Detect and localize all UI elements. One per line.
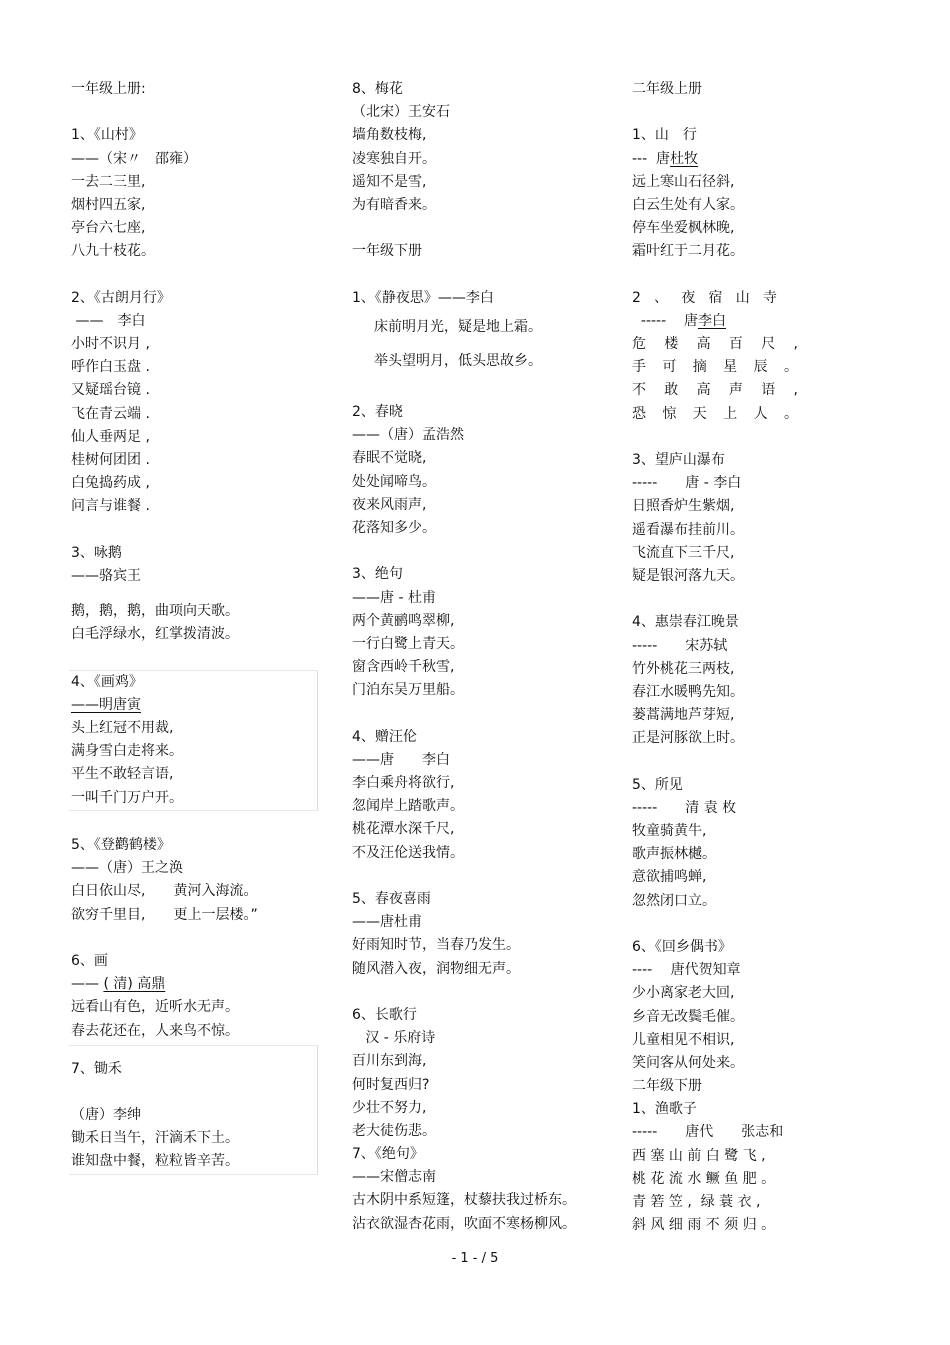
poem-line: 牧童骑黄牛,: [632, 823, 707, 839]
poem-title: 2、春晓: [352, 404, 403, 421]
poem-line: [632, 379, 798, 402]
column-1: [71, 78, 318, 1175]
poem-author: ——（唐）孟浩然: [352, 427, 464, 444]
poem-char: 声: [728, 382, 743, 399]
poem-author: ——唐 - 杜甫: [352, 589, 436, 606]
poem-title: [632, 287, 777, 310]
author-prefix: --- 唐: [632, 150, 671, 167]
poem-line: 门泊东吴万里船。: [352, 682, 464, 699]
poem-author: ——唐 李白: [352, 751, 450, 768]
poem-line: 欲穷千里目, 更上一层楼。”: [71, 906, 258, 923]
poem-char: 楼: [664, 336, 679, 353]
poem-title: 6、长歌行: [352, 1006, 417, 1023]
poem-author: ---- 唐代贺知章: [632, 962, 741, 979]
poem-title: 4、《画鸡》: [71, 673, 143, 690]
poem-char: 不: [632, 382, 646, 399]
poem-yugezi: [632, 1098, 798, 1237]
poem-line: 远看山有色，近听水无声。: [71, 999, 239, 1016]
section-heading: 二年级上册: [632, 81, 702, 97]
poem-title: 1、《山村》: [71, 127, 143, 144]
poem-author: ——唐杜甫: [352, 914, 422, 931]
poem-title: 5、《登鹳鹤楼》: [71, 837, 171, 853]
poem-zengwanglun: [352, 726, 576, 865]
poem-char: 高: [696, 382, 711, 399]
poem-line: 春去花还在，人来鸟不惊。: [71, 1022, 239, 1039]
poem-line: 凌寒独自开。: [352, 150, 436, 167]
poem-author: 李白: [697, 312, 726, 329]
title-char: 山: [735, 289, 750, 306]
poem-line: [632, 356, 798, 379]
poem-line: 呼作白玉盘 .: [71, 359, 150, 376]
poem-line: 问言与谁餐 .: [71, 498, 150, 515]
poem-char: 高: [696, 336, 711, 353]
poem-title: 8、梅花: [352, 81, 403, 97]
poem-line: 忽闻岸上踏歌声。: [352, 798, 464, 815]
poem-title: 1、渔歌子: [632, 1101, 697, 1118]
poem-line: 八九十枝花。: [71, 243, 155, 260]
poem-title: 6、《回乡偶书》: [632, 938, 732, 955]
poem-line: 仙人垂两足 ,: [71, 428, 150, 445]
poem-char: ,: [793, 336, 798, 353]
poem-author: ——骆宾王: [71, 567, 141, 584]
poem-line: 满身雪白走将来。: [71, 743, 183, 760]
poem-author: ——宋僧志南: [352, 1169, 436, 1186]
poem-yesushansi: [632, 287, 798, 426]
title-char: 寺: [762, 289, 777, 306]
poem-line: 平生不敢轻言语,: [71, 766, 174, 783]
poem-line: 春眠不觉晓,: [352, 450, 427, 467]
poem-line: 笑问客从何处来。: [632, 1054, 744, 1071]
poem-line: 床前明月光，疑是地上霜。: [374, 318, 542, 335]
poem-line: 亭台六七座,: [71, 220, 146, 237]
poem-line: 少小离家老大回,: [632, 985, 735, 1002]
column-2: [352, 78, 576, 1236]
poem-author: —— 李白: [71, 312, 146, 329]
poem-wanglushanpubu: [632, 449, 798, 588]
poem-shanxing: [632, 124, 798, 263]
title-char: 、: [654, 289, 669, 306]
poem-char: 语: [761, 382, 776, 399]
poem-suojian: [632, 774, 798, 913]
poem-line: 飞在青云端 .: [71, 405, 150, 422]
poem-line: 沾衣欲湿杏花雨，吹面不寒杨柳风。: [352, 1215, 576, 1232]
poem-line: 霜叶红于二月花。: [632, 243, 744, 260]
poem-chunxiao: [352, 401, 576, 540]
poem-line: 白云生处有人家。: [632, 196, 744, 213]
poem-chuhe: [69, 1045, 318, 1175]
poem-title: 7、锄禾: [71, 1060, 122, 1077]
poem-line: 远上寒山石径斜,: [632, 173, 735, 190]
poem-line: 歌声振林樾。: [632, 846, 716, 863]
poem-char: 。: [783, 359, 798, 376]
poem-char: 。: [783, 405, 798, 422]
page-number: - 1 - / 5: [451, 1251, 499, 1266]
poem-title: 3、咏鹅: [71, 544, 122, 561]
poem-char: 尺: [761, 336, 776, 353]
poem-char: 天: [692, 405, 707, 422]
poem-line: 烟村四五家,: [71, 196, 146, 213]
poem-title: 7、《绝句》: [352, 1146, 424, 1163]
poem-line: 桃花潭水深千尺,: [352, 821, 455, 838]
title-char: 夜: [681, 289, 696, 306]
poem-author: 汉 - 乐府诗: [352, 1030, 436, 1047]
poem-title: 2、《古朗月行》: [71, 289, 171, 306]
poem-line: 忽然闭口立。: [632, 892, 716, 909]
poem-line: 花落知多少。: [352, 520, 436, 536]
poem-line: 日照香炉生紫烟,: [632, 498, 735, 515]
poem-line: 不及汪伦送我情。: [352, 844, 464, 861]
poem-line: 白日依山尽, 黄河入海流。: [71, 883, 258, 900]
poem-char: 上: [723, 405, 738, 422]
poem-line: 为有暗香来。: [352, 196, 436, 213]
poem-line: 一行白鹭上青天。: [352, 635, 464, 652]
poem-hua: [71, 950, 318, 1043]
title-char: 宿: [708, 289, 723, 306]
poem-line: 一去二三里,: [71, 173, 146, 190]
poem-line: 疑是银河落九天。: [632, 567, 744, 584]
poem-line: 青 箬 笠 , 绿 蓑 衣 ,: [632, 1194, 761, 1210]
poem-line: 百川东到海,: [352, 1053, 427, 1070]
column-3: [632, 78, 798, 1237]
poem-author: ----- 宋苏轼: [632, 637, 728, 654]
poem-char: 可: [662, 359, 677, 376]
poem-line: 西 塞 山 前 白 鹭 飞 ,: [632, 1147, 766, 1164]
poem-huichongchunjiang: [632, 611, 798, 750]
poem-char: 危: [632, 336, 646, 353]
poem-line: 何时复西归?: [352, 1076, 430, 1093]
poem-title: 3、望庐山瀑布: [632, 452, 725, 468]
author-prefix: ——: [71, 976, 104, 993]
poem-jueju-dufu: [352, 563, 576, 702]
poem-yonge: [71, 542, 318, 647]
poem-line: 白毛浮绿水，红掌拨清波。: [71, 626, 239, 643]
poem-line: 乡音无改鬓毛催。: [632, 1008, 744, 1025]
poem-line: 好雨知时节，当春乃发生。: [352, 937, 520, 954]
poem-author: ----- 唐 - 李白: [632, 475, 742, 492]
author-prefix: ----- 唐: [632, 312, 698, 329]
poem-line: 谁知盘中餐，粒粒皆辛苦。: [71, 1153, 239, 1170]
poem-title: 5、所见: [632, 776, 683, 793]
poem-line: 锄禾日当午，汗滴禾下土。: [71, 1130, 239, 1147]
poem-jingyesi: [352, 287, 576, 378]
poem-author: （唐）李绅: [71, 1107, 141, 1124]
title-char: 2: [632, 289, 641, 306]
poem-line: 正是河豚欲上时。: [632, 730, 744, 747]
poem-line: 古木阴中系短篷，杖藜扶我过桥东。: [352, 1192, 576, 1209]
poem-line: 春江水暖鸭先知。: [632, 683, 744, 700]
poem-jueju-zhinan: [352, 1143, 576, 1236]
poem-line: [632, 403, 798, 426]
poem-line: 一叫千门万户开。: [71, 789, 183, 806]
poem-char: 摘: [692, 359, 707, 376]
section-heading: 二年级下册: [632, 1078, 702, 1095]
poem-title: 1、《静夜思》——李白: [352, 289, 494, 306]
poem-chunyexiyu: [352, 888, 576, 981]
poem-author: ( 清) 高鼎: [103, 976, 166, 993]
poem-line: 飞流直下三千尺,: [632, 544, 735, 561]
poem-char: ,: [793, 382, 798, 399]
poem-line: 随风潜入夜，润物细无声。: [352, 960, 520, 977]
poem-changgexing: [352, 1004, 576, 1143]
poem-char: 辰: [753, 359, 768, 376]
poem-line: 儿童相见不相识,: [632, 1031, 735, 1048]
poem-huaji: [69, 670, 318, 811]
poem-title: 6、画: [71, 952, 108, 969]
poem-line: 斜 风 细 雨 不 须 归 。: [632, 1217, 776, 1234]
poem-author: ----- 唐代 张志和: [632, 1124, 784, 1141]
poem-char: 人: [753, 405, 768, 422]
poem-line: 遥知不是雪,: [352, 173, 427, 190]
poem-line: 又疑瑶台镜 .: [71, 382, 150, 399]
poem-line: 夜来风雨声,: [352, 496, 427, 513]
poem-line: 白兔捣药成 ,: [71, 475, 150, 492]
poem-char: 惊: [662, 405, 677, 422]
poem-line: 窗含西岭千秋雪,: [352, 659, 455, 676]
poem-huixiangoushu: [632, 936, 798, 1075]
poem-char: 手: [632, 359, 646, 376]
poem-title: 1、山 行: [632, 127, 697, 144]
poem-char: 敢: [664, 382, 679, 399]
poem-line: 头上红冠不用裁,: [71, 720, 174, 737]
poem-line: 桃 花 流 水 鳜 鱼 肥 。: [632, 1170, 776, 1187]
poem-author: ——（宋〃 邵雍）: [71, 150, 197, 167]
poem-author-line: [632, 310, 798, 333]
poem-author: ——（唐）王之涣: [71, 860, 183, 877]
poem-author-line: [632, 148, 798, 171]
poem-author-line: [71, 973, 318, 996]
poem-line: 意欲捕鸣蝉,: [632, 869, 707, 886]
poem-meihua: [352, 78, 576, 217]
poem-line: 竹外桃花三两枝,: [632, 660, 735, 677]
poem-shancun: [71, 124, 318, 263]
poem-author: （北宋）王安石: [352, 104, 450, 121]
poem-line: 两个黄鹂鸣翠柳,: [352, 612, 455, 629]
poem-char: 恐: [632, 405, 646, 422]
section-heading: 一年级上册:: [71, 81, 146, 97]
poem-title: 4、赠汪伦: [352, 728, 417, 745]
poem-line: 李白乘舟将欲行,: [352, 775, 455, 792]
poem-line: 小时不识月 ,: [71, 336, 150, 353]
poem-title: 4、惠崇春江晚景: [632, 614, 739, 631]
poem-title: 5、春夜喜雨: [352, 891, 431, 907]
poem-dengguanquelou: [71, 834, 318, 927]
poem-line: 遥看瀑布挂前川。: [632, 521, 744, 538]
poem-author: ——明唐寅: [71, 696, 141, 713]
poem-gulangyuexing: [71, 287, 318, 519]
poem-line: 桂树何团团 .: [71, 452, 150, 468]
poem-line: 少壮不努力,: [352, 1099, 427, 1116]
poem-char: 星: [723, 359, 738, 376]
poem-author: ----- 清 袁 枚: [632, 799, 737, 816]
poem-line: 鹅，鹅，鹅，曲项向天歌。: [71, 603, 239, 620]
section-heading: 一年级下册: [352, 243, 422, 260]
poem-line: 停车坐爱枫林晚,: [632, 220, 735, 237]
poem-line: 处处闻啼鸟。: [352, 473, 436, 490]
poem-line: 墙角数枝梅,: [352, 127, 427, 144]
poem-char: 百: [728, 336, 743, 353]
poem-title: 3、绝句: [352, 566, 403, 583]
poem-line: 蒌蒿满地芦芽短,: [632, 707, 735, 724]
poem-line: 老大徒伤悲。: [352, 1122, 436, 1139]
poem-line: 举头望明月，低头思故乡。: [374, 352, 542, 369]
poem-line: [632, 333, 798, 356]
poem-author: 杜牧: [670, 150, 699, 167]
